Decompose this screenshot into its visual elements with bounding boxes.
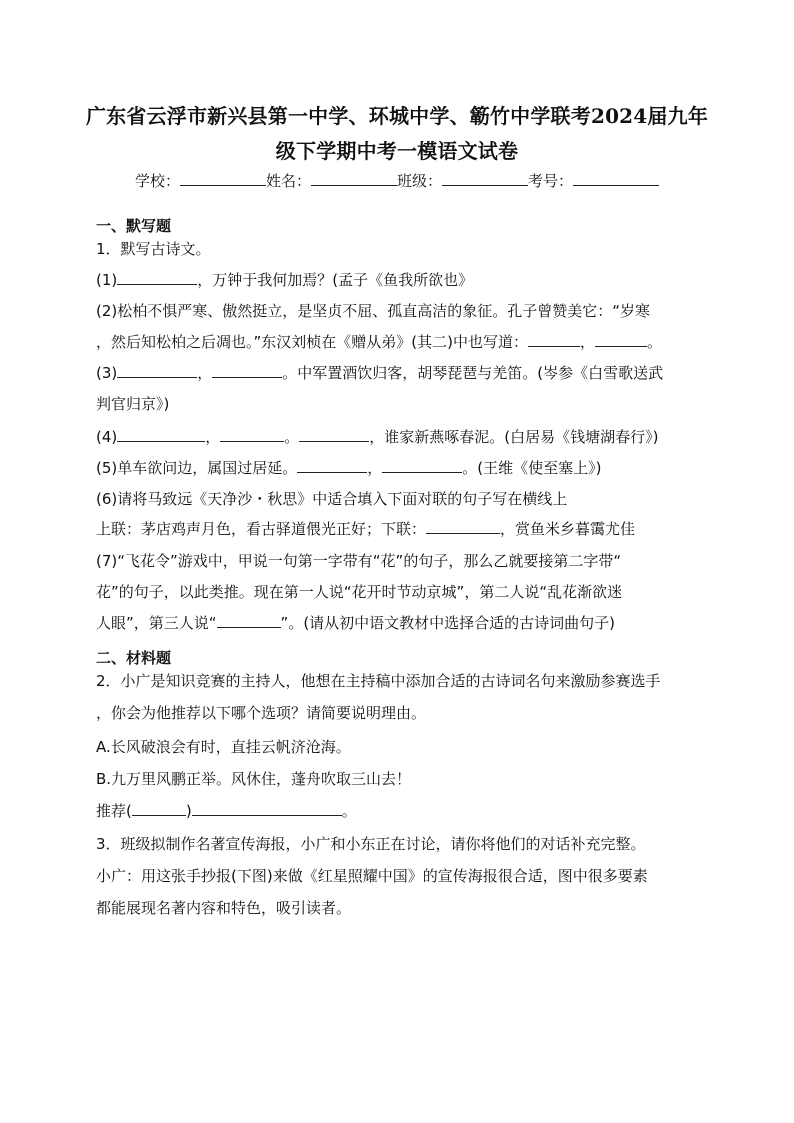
class-label: 班级： xyxy=(397,172,443,190)
question-2-line-2: ，你会为他推荐以下哪个选项？请简要说明理由。 xyxy=(96,704,427,722)
text: ， xyxy=(197,364,213,382)
question-3-line-2: 小广：用这张手抄报(下图)来做《红星照耀中国》的宣传海报很合适，图中很多要素 xyxy=(96,867,648,885)
answer-blank[interactable] xyxy=(299,427,369,442)
q1-line-11: 花”的句子，以此类推。现在第一人说“花开时节动京城”，第二人说“乱花渐欲迷 xyxy=(96,583,623,601)
option-a: A.长风破浪会有时，直挂云帆济沧海。 xyxy=(96,738,351,756)
student-info-row xyxy=(0,170,794,191)
exam-no-label: 考号： xyxy=(528,172,574,190)
exam-no-field[interactable] xyxy=(573,171,659,186)
text: 。(王维《使至塞上》) xyxy=(462,459,602,477)
q1-line-6 xyxy=(96,427,659,447)
answer-blank[interactable] xyxy=(212,363,282,378)
q1-line-7 xyxy=(96,458,601,478)
answer-blank[interactable] xyxy=(192,801,342,816)
text: ，然后知松柏之后凋也。”东汉刘桢在《赠从弟》(其二)中也写道： xyxy=(96,333,528,351)
answer-blank[interactable] xyxy=(220,427,284,442)
text: 。 xyxy=(284,428,300,446)
name-field[interactable] xyxy=(311,171,397,186)
q1-line-4 xyxy=(96,363,663,383)
q1-line-2: (2)松柏不惧严寒、傲然挺立，是坚贞不屈、孤直高洁的象征。孔子曾赞美它：“岁寒 xyxy=(96,302,651,320)
answer-blank[interactable] xyxy=(297,458,367,473)
text: ，万钟于我何加焉？(孟子《鱼我所欲也》 xyxy=(197,271,474,289)
text: ”。(请从初中语文教材中选择合适的古诗词曲句子) xyxy=(280,614,616,632)
text: ， xyxy=(579,333,595,351)
question-3-line-3: 都能展现名著内容和特色，吸引读者。 xyxy=(96,899,352,917)
answer-blank[interactable] xyxy=(117,270,197,285)
answer-blank[interactable] xyxy=(382,458,462,473)
section-heading-material: 二、材料题 xyxy=(96,649,172,667)
text: (1) xyxy=(96,271,118,289)
page-title-line1: 广东省云浮市新兴县第一中学、环城中学、簕竹中学联考2024届九年 xyxy=(85,104,709,128)
question-2-line-1: 2．小广是知识竞赛的主持人，他想在主持稿中添加合适的古诗词名句来激励参赛选手 xyxy=(96,672,661,690)
q1-line-5: 判官归京》) xyxy=(96,395,170,413)
answer-blank[interactable] xyxy=(117,427,205,442)
page-title-line2: 级下学期中考一模语文试卷 xyxy=(275,139,519,163)
text: (5)单车欲问边，属国过居延。 xyxy=(96,459,298,477)
text: 上联：茅店鸡声月色，看古驿道偎光正好；下联： xyxy=(96,520,427,538)
question-3: 3．班级拟制作名著宣传海报，小广和小东正在讨论，请你将他们的对话补充完整。 xyxy=(96,835,646,853)
text: 。中军置酒饮归客，胡琴琵琶与羌笛。(岑参《白雪歌送武 xyxy=(282,364,664,382)
answer-blank[interactable] xyxy=(217,613,281,628)
text: (4) xyxy=(96,428,118,446)
q1-line-10: (7)“飞花令”游戏中，甲说一句第一字带有“花”的句子，那么乙就要接第二字带“ xyxy=(96,552,622,570)
q1-line-9 xyxy=(96,519,635,539)
text: ) xyxy=(185,802,192,820)
q1-line-3 xyxy=(96,332,662,352)
answer-blank[interactable] xyxy=(117,363,197,378)
q1-line-12 xyxy=(96,613,615,633)
text: 推荐( xyxy=(96,802,132,820)
recommend-line xyxy=(96,801,357,821)
text: ， xyxy=(367,459,383,477)
text: (3) xyxy=(96,364,118,382)
text: 人眼”，第三人说“ xyxy=(96,614,217,632)
class-field[interactable] xyxy=(442,171,528,186)
text: 。 xyxy=(341,802,357,820)
answer-blank[interactable] xyxy=(528,332,580,347)
section-heading-dictation: 一、默写题 xyxy=(96,217,172,235)
name-label: 姓名： xyxy=(265,172,311,190)
text: 。 xyxy=(647,333,663,351)
q1-line-1 xyxy=(96,270,473,290)
text: ，赏鱼米乡暮霭尤佳 xyxy=(500,520,636,538)
text: ，谁家新燕啄春泥。(白居易《钱塘湖春行》) xyxy=(369,428,659,446)
answer-blank[interactable] xyxy=(426,519,500,534)
question-1: 1．默写古诗文。 xyxy=(96,240,211,258)
answer-blank[interactable] xyxy=(132,801,186,816)
text: ， xyxy=(205,428,221,446)
school-label: 学校： xyxy=(134,172,180,190)
school-field[interactable] xyxy=(180,171,266,186)
answer-blank[interactable] xyxy=(595,332,647,347)
q1-line-8: (6)请将马致远《天净沙・秋思》中适合填入下面对联的句子写在横线上 xyxy=(96,490,568,508)
option-b: B.九万里风鹏正举。风休住，蓬舟吹取三山去！ xyxy=(96,770,412,788)
